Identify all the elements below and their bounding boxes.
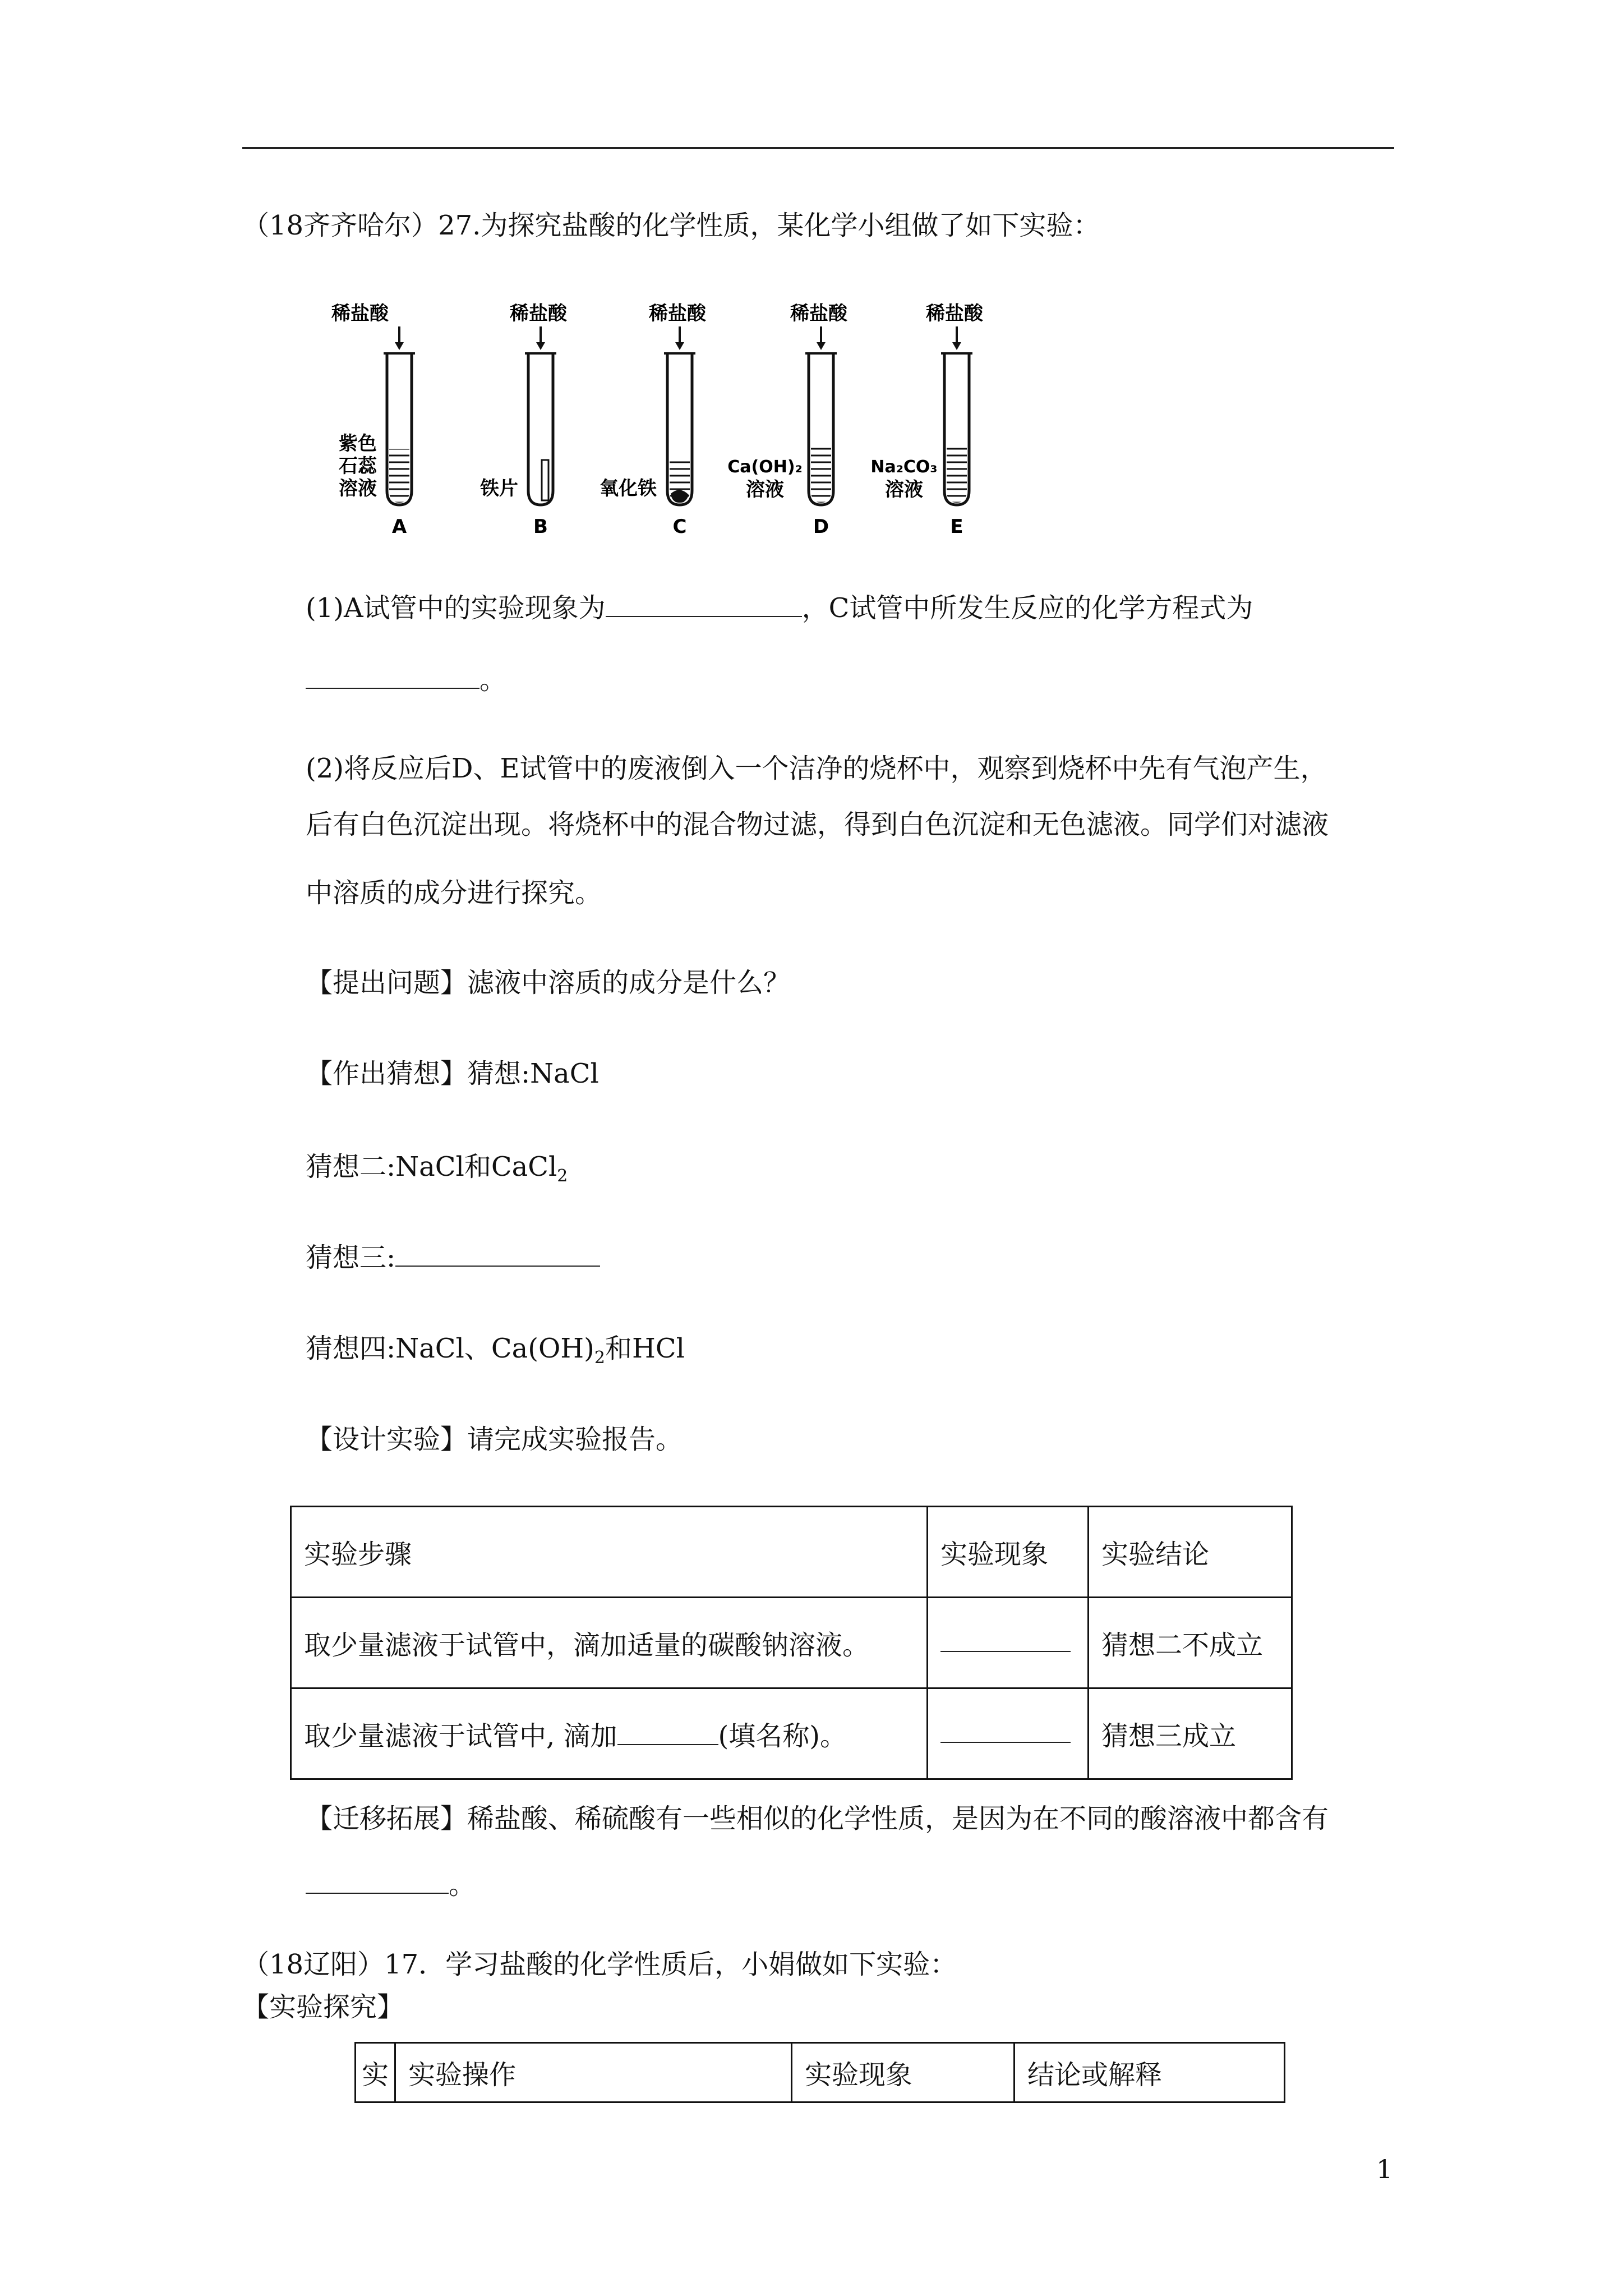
table-row xyxy=(356,2043,1285,2102)
tube-e-top-label: 稀盐酸 xyxy=(926,302,983,325)
table-row xyxy=(291,1688,1292,1779)
table-header-phenomenon: 实验现象 xyxy=(928,1507,1089,1598)
table-header-number: 实 xyxy=(356,2043,395,2102)
question-heading: （18齐齐哈尔）27.为探究盐酸的化学性质，某化学小组做了如下实验： xyxy=(242,210,1100,241)
answer-blank-phenomenon-2[interactable] xyxy=(940,1719,1071,1743)
guess-4-text: 猜想四:NaCl、Ca(OH) xyxy=(306,1333,594,1364)
tube-a-side-label-2: 石蕊 xyxy=(339,455,377,477)
tube-d-top-label: 稀盐酸 xyxy=(790,302,847,325)
tube-c xyxy=(600,302,707,538)
question-heading: （18辽阳）17．学习盐酸的化学性质后，小娟做如下实验： xyxy=(242,1949,957,1980)
tube-e-side-label-1: Na₂CO₃ xyxy=(870,457,938,477)
tube-e-side-label-2: 溶液 xyxy=(885,478,923,501)
raise-question: 【提出问题】滤液中溶质的成分是什么？ xyxy=(306,967,791,999)
tube-e xyxy=(870,302,984,538)
table-cell-step: 取少量滤液于试管中，滴加适量的碳酸钠溶液。 xyxy=(291,1598,928,1688)
answer-blank-guess-3[interactable] xyxy=(395,1243,600,1267)
table-cell-phenomenon xyxy=(928,1598,1089,1688)
tube-a xyxy=(331,302,415,538)
answer-blank-ion[interactable] xyxy=(306,1870,449,1894)
tube-b-side-label: 铁片 xyxy=(480,477,518,500)
guess-4-subscript: 2 xyxy=(594,1348,605,1368)
page-number: 1 xyxy=(1376,2154,1393,2184)
table-row xyxy=(291,1598,1292,1688)
part2-line-2: 后有白色沉淀出现。将烧杯中的混合物过滤，得到白色沉淀和无色滤液。同学们对滤液 xyxy=(306,809,1329,840)
part1-line xyxy=(306,591,1253,625)
experiment-report-table xyxy=(290,1506,1293,1780)
extension-end: 。 xyxy=(449,1869,476,1901)
guess-2-subscript: 2 xyxy=(557,1166,568,1186)
table-header-conclusion: 结论或解释 xyxy=(1015,2043,1285,2102)
answer-blank-c-equation[interactable] xyxy=(306,665,479,689)
extension-line-2 xyxy=(306,1868,476,1902)
table-header-conclusion: 实验结论 xyxy=(1089,1507,1292,1598)
guess-4 xyxy=(306,1332,685,1375)
tube-a-letter: A xyxy=(391,516,407,538)
tube-b-letter: B xyxy=(533,516,548,538)
test-tube-figure xyxy=(314,297,998,544)
step-text-end: (填名称)。 xyxy=(718,1720,847,1752)
tube-a-side-label-1: 紫色 xyxy=(339,432,377,455)
tube-c-letter: C xyxy=(672,516,687,538)
tube-c-top-label: 稀盐酸 xyxy=(649,302,706,325)
guess-2 xyxy=(306,1150,568,1193)
table-header-operation: 实验操作 xyxy=(395,2043,792,2102)
tube-d-side-label-1: Ca(OH)₂ xyxy=(727,457,803,477)
tube-b xyxy=(479,302,568,538)
guess-2-text: 猜想二:NaCl和CaCl xyxy=(306,1151,557,1182)
design-experiment: 【设计实验】请完成实验报告。 xyxy=(306,1424,683,1455)
table-cell-conclusion: 猜想二不成立 xyxy=(1089,1598,1292,1688)
header-rule xyxy=(242,147,1394,149)
tube-e-letter: E xyxy=(950,516,963,538)
table-cell-step xyxy=(291,1688,928,1779)
extension-line-1: 【迁移拓展】稀盐酸、稀硫酸有一些相似的化学性质，是因为在不同的酸溶液中都含有 xyxy=(306,1803,1329,1834)
table-cell-conclusion: 猜想三成立 xyxy=(1089,1688,1292,1779)
tube-d xyxy=(727,302,848,538)
guess-4-text-end: 和HCl xyxy=(605,1333,685,1364)
tube-d-side-label-2: 溶液 xyxy=(746,478,784,501)
part2-line-1: (2)将反应后D、E试管中的废液倒入一个洁净的烧杯中，观察到烧杯中先有气泡产生， xyxy=(306,753,1327,784)
part1-text-a: (1)A试管中的实验现象为 xyxy=(306,592,606,624)
experiment-table-2 xyxy=(354,2042,1285,2103)
guess-1: 【作出猜想】猜想:NaCl xyxy=(306,1058,599,1089)
tube-d-letter: D xyxy=(813,516,829,538)
answer-blank-phenomenon-1[interactable] xyxy=(940,1628,1071,1652)
tube-b-top-label: 稀盐酸 xyxy=(510,302,567,325)
part1-equation-line xyxy=(306,663,506,697)
tube-c-side-label: 氧化铁 xyxy=(600,477,657,500)
table-row xyxy=(291,1507,1292,1598)
part1-end: 。 xyxy=(479,664,507,696)
part1-text-b: ，C试管中所发生反应的化学方程式为 xyxy=(801,592,1253,624)
guess-3-text: 猜想三: xyxy=(306,1242,396,1273)
tube-a-side-label-3: 溶液 xyxy=(339,477,377,500)
section-heading: 【实验探究】 xyxy=(242,1991,404,2023)
table-cell-phenomenon xyxy=(928,1688,1089,1779)
answer-blank-reagent[interactable] xyxy=(617,1722,718,1745)
tube-a-top-label: 稀盐酸 xyxy=(331,302,389,325)
guess-3 xyxy=(306,1241,600,1274)
step-text: 取少量滤液于试管中, 滴加 xyxy=(304,1720,617,1752)
part2-line-3: 中溶质的成分进行探究。 xyxy=(306,877,602,909)
table-header-phenomenon: 实验现象 xyxy=(792,2043,1015,2102)
answer-blank-a-phenomenon[interactable] xyxy=(606,593,802,617)
table-header-step: 实验步骤 xyxy=(291,1507,928,1598)
